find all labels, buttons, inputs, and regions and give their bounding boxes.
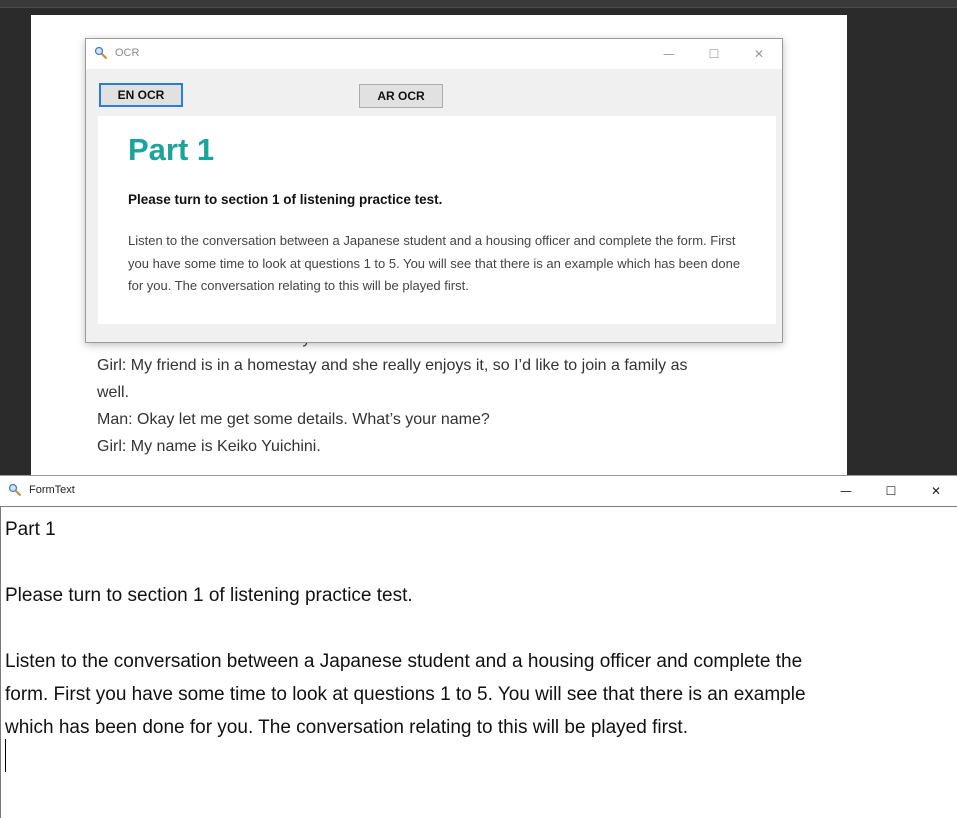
preview-subheading: Please turn to section 1 of listening practice test. <box>128 192 443 207</box>
desktop-top-bar <box>0 0 957 8</box>
ocr-title-bar[interactable] <box>86 39 782 69</box>
doc-line: Girl: My name is Keiko Yuichini. <box>97 438 321 455</box>
result-line: which has been done for you. The conversation relating to this will be played first. <box>5 717 688 738</box>
magnifier-app-icon <box>8 483 22 497</box>
doc-line: Girl: My friend is in a homestay and she really enjoys it, so I’d like to join a family as <box>97 357 688 374</box>
maximize-button[interactable]: ☐ <box>885 484 897 498</box>
en-ocr-button[interactable]: EN OCR <box>99 83 183 107</box>
magnifier-app-icon <box>94 46 108 60</box>
ocr-image-preview <box>98 116 776 324</box>
result-line: Please turn to section 1 of listening practice test. <box>5 585 413 606</box>
formtext-window <box>0 475 957 818</box>
doc-line: well. <box>97 384 130 401</box>
close-button[interactable]: ✕ <box>930 484 942 498</box>
result-line: Part 1 <box>5 519 56 540</box>
close-button[interactable]: ✕ <box>753 47 765 61</box>
background-document-text <box>97 325 737 460</box>
minimize-button[interactable]: — <box>663 47 675 61</box>
minimize-button[interactable]: — <box>840 484 852 498</box>
preview-paragraph: Listen to the conversation between a Japanese student and a housing officer and complete the form. First you have some time to look at questions 1 to 5. You will see that there is an example which has been done for you. The conversation relating to this will be played first. <box>128 233 741 293</box>
ocr-window <box>85 38 783 343</box>
blank-line <box>5 546 957 579</box>
formtext-title-bar[interactable] <box>0 476 957 506</box>
ocr-window-title: OCR <box>115 47 140 59</box>
result-line: Listen to the conversation between a Japanese student and a housing officer and complete the <box>5 651 803 672</box>
preview-heading: Part 1 <box>128 132 215 167</box>
maximize-button[interactable]: ☐ <box>708 47 720 61</box>
blank-line <box>5 612 957 645</box>
ar-ocr-button[interactable]: AR OCR <box>359 84 443 108</box>
formtext-window-title: FormText <box>29 484 75 496</box>
ocr-result-textbox[interactable] <box>0 506 957 818</box>
result-line: form. First you have some time to look at questions 1 to 5. You will see that there is an example <box>5 684 806 705</box>
text-caret <box>5 739 6 772</box>
doc-line: Man: Okay let me get some details. What’s your name? <box>97 411 490 428</box>
